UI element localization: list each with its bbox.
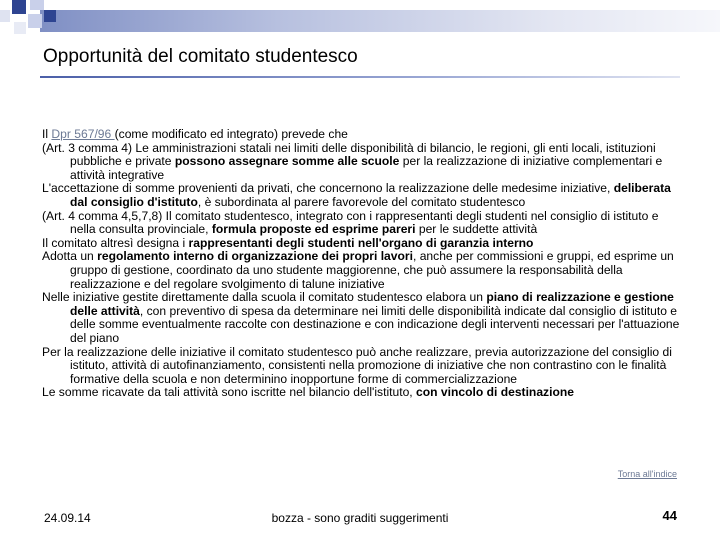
slide-body	[42, 128, 682, 400]
footer-note-text: bozza - sono graditi suggerimenti	[271, 511, 449, 525]
text-run: per le suddette attività	[415, 222, 538, 237]
slide-title: Opportunità del comitato studentesco	[43, 46, 358, 67]
bold-text: regolamento interno di organizzazione dei propri lavori	[97, 249, 413, 264]
body-paragraph	[42, 346, 682, 387]
square-light	[14, 22, 26, 34]
header-gradient-bar	[40, 10, 720, 32]
text-run: (Art. 4 comma 4,5,7,8) Il comitato studentesco, integrato con i rappresentanti degli studenti nel consiglio di istituto e nella consulta provinciale,	[42, 208, 659, 237]
text-run: L'accettazione di somme provenienti da privati, che concernono la realizzazione delle medesime iniziative,	[42, 181, 614, 196]
page-number: 44	[662, 508, 677, 523]
corner-squares-decoration	[0, 0, 60, 50]
body-paragraph	[42, 142, 682, 183]
dpr-link[interactable]: Dpr 567/96	[51, 127, 115, 141]
bold-text: piano di realizzazione e gestione delle attività	[70, 290, 674, 318]
text-run: Il	[42, 127, 52, 141]
square-light	[0, 10, 10, 22]
bold-text: con vincolo di destinazione	[416, 385, 574, 400]
body-paragraph	[42, 128, 682, 142]
text-run: , con preventivo di spesa da determinare nei limiti delle disponibilità indicate dal consiglio di istituto e delle somme eventualmente raccolte con destinazione e con indicazione degli interventi necessari per l'attuazione del piano	[70, 303, 680, 345]
body-paragraph	[42, 210, 682, 237]
body-paragraph	[42, 386, 682, 400]
bold-text: formula proposte ed esprime pareri	[211, 222, 416, 237]
bold-text: rappresentanti degli studenti nell'organo di garanzia interno	[188, 235, 534, 250]
text-run: (come modificato ed integrato) prevede che	[114, 127, 348, 141]
body-paragraph	[42, 250, 682, 291]
text-run: Per la realizzazione delle iniziative il comitato studentesco può anche realizzare, previa autorizzazione del consiglio di istituto, attività di autofinanziamento, consistenti nella promozione di iniziative che non contrastino con le finalità formative della scuola e non determinino inopportune forme di commercializzazione	[42, 344, 672, 386]
footer-date: 24.09.14	[44, 511, 91, 525]
footer-note	[0, 511, 720, 525]
back-to-index-link[interactable]: Torna all'indice	[617, 469, 677, 479]
text-run: (Art. 3 comma 4) Le amministrazioni statali nei limiti delle disponibilità di bilancio, le regioni, gli enti locali, istituzioni pubbliche e private	[42, 140, 656, 169]
square-light	[28, 14, 42, 28]
text-run: , è subordinata al parere favorevole del comitato studentesco	[197, 194, 526, 209]
text-run: Adotta un	[42, 249, 98, 264]
text-run: Nelle iniziative gestite direttamente dalla scuola il comitato studentesco elabora un	[42, 290, 487, 305]
square-blue	[44, 10, 56, 22]
square-blue	[12, 0, 26, 14]
square-light	[30, 0, 44, 10]
bold-text: possono assegnare somme alle scuole	[174, 154, 400, 169]
body-paragraph	[42, 182, 682, 209]
body-paragraph	[42, 291, 682, 345]
title-underline	[40, 76, 680, 78]
text-run: Le somme ricavate da tali attività sono iscritte nel bilancio dell'istituto,	[42, 385, 417, 400]
body-paragraph	[42, 237, 682, 251]
bold-text: deliberata dal consiglio d'istituto	[70, 181, 671, 209]
text-run: , anche per commissioni e gruppi, ed esprime un gruppo di gestione, coordinato da uno studente maggiorenne, che può assumere la responsabilità della realizzazione e del regolare svolgimento di talune iniziative	[70, 249, 674, 291]
text-run: per la realizzazione di iniziative complementari e attività integrative	[70, 154, 663, 182]
text-run: Il comitato altresì designa i	[42, 235, 189, 250]
